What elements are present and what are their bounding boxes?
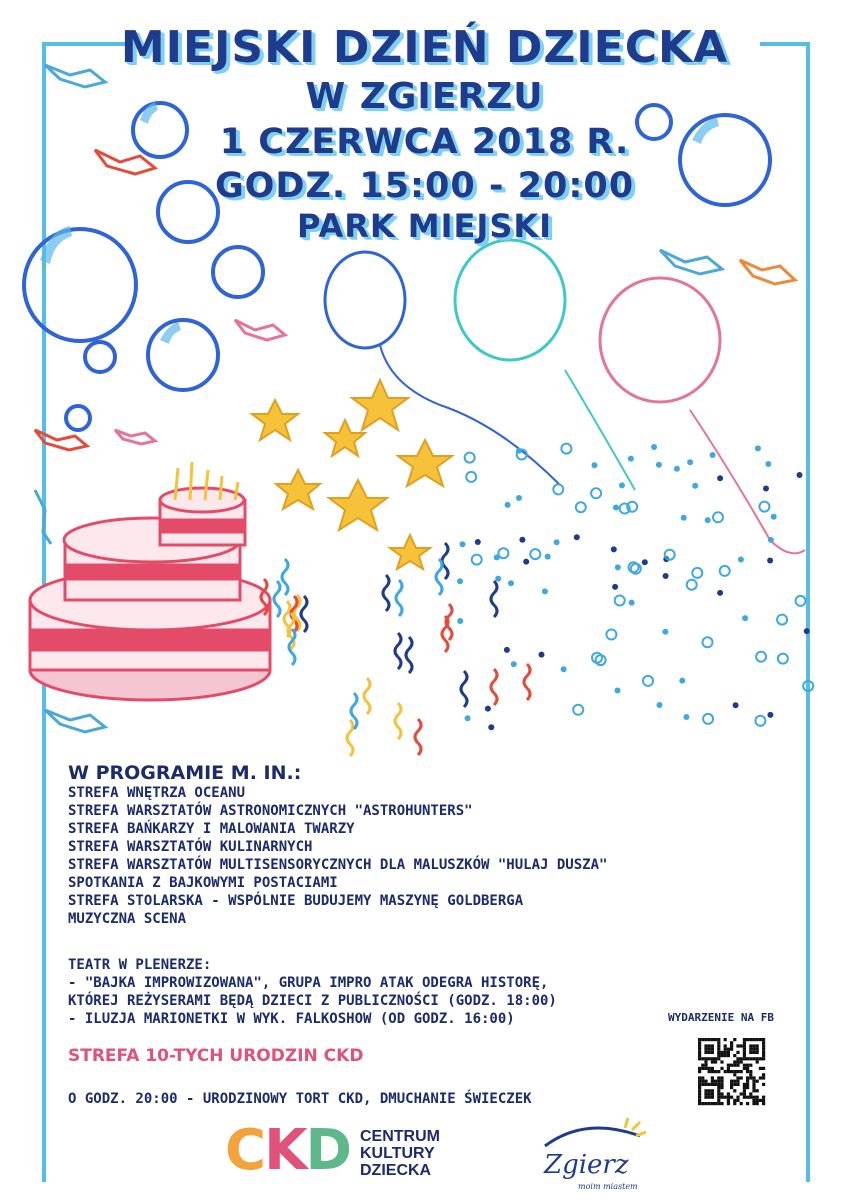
confetti-dot — [505, 502, 511, 508]
pink-balloon — [600, 278, 720, 402]
qr-code-icon — [698, 1038, 765, 1105]
confetti-dot — [663, 573, 669, 579]
bubble — [85, 342, 115, 372]
confetti-dot — [803, 681, 813, 691]
confetti-dot — [554, 539, 560, 545]
star — [252, 400, 298, 440]
confetti-dot — [687, 459, 693, 465]
ckd-name — [360, 1128, 440, 1179]
confetti-dot — [755, 716, 765, 726]
program-item: STREFA WNĘTRZA OCEANU — [68, 785, 246, 801]
confetti-dot — [561, 444, 571, 454]
confetti-dot — [767, 712, 773, 718]
confetti-dot — [592, 462, 598, 468]
teal-balloon — [455, 240, 565, 360]
confetti-dot — [720, 566, 730, 576]
confetti-dot — [613, 505, 619, 511]
confetti-dot — [615, 596, 625, 606]
star — [352, 380, 408, 430]
confetti-dot — [545, 554, 551, 560]
confetti-dot — [756, 652, 766, 662]
confetti-dots — [457, 444, 813, 731]
program-item: MUZYCZNA SCENA — [68, 911, 187, 927]
confetti-dot — [511, 661, 517, 667]
cake — [30, 488, 270, 700]
zgierz-tagline: moim miastem — [578, 1182, 638, 1191]
star — [398, 440, 452, 486]
confetti-dot — [629, 600, 635, 606]
confetti-dot — [516, 495, 522, 501]
confetti-dot — [703, 637, 713, 647]
streamer — [364, 678, 370, 714]
confetti-dot — [742, 615, 748, 621]
confetti-dot — [705, 517, 711, 523]
ckd-letter: C — [225, 1118, 265, 1183]
program-item: STREFA WARSZTATÓW KULINARNYCH — [68, 839, 313, 855]
confetti-dot — [681, 515, 687, 521]
confetti-dot — [542, 588, 548, 594]
bubble — [24, 229, 136, 341]
confetti-dot — [683, 714, 689, 720]
confetti-dot — [488, 724, 494, 730]
ckd-letter: D — [305, 1118, 350, 1183]
event-venue: PARK MIEJSKI — [296, 207, 553, 245]
confetti-dot — [692, 483, 698, 489]
ckd-letter: K — [264, 1118, 306, 1183]
stars — [252, 380, 452, 569]
confetti-dot — [713, 512, 723, 522]
program-item: STREFA WARSZTATÓW MULTISENSORYCZNYCH DLA MALUSZKÓW "HULAJ DUSZA" — [68, 857, 608, 873]
confetti-dot — [804, 628, 810, 634]
confetti-dot — [665, 550, 675, 560]
streamer — [415, 719, 421, 755]
program-item: STREFA BAŃKARZY I MALOWANIA TWARZY — [68, 821, 355, 837]
confetti-dot — [692, 568, 702, 578]
title-line-2: W ZGIERZU — [305, 76, 544, 117]
confetti-dot — [553, 484, 563, 494]
confetti-dot — [796, 596, 806, 606]
confetti-dot — [591, 488, 601, 498]
streamer — [436, 559, 442, 595]
confetti-dot — [777, 615, 787, 625]
star — [329, 480, 387, 530]
title-line-1: MIEJSKI DZIEŃ DZIECKA — [120, 22, 729, 73]
confetti-dot — [657, 702, 663, 708]
streamer — [524, 664, 530, 700]
confetti-dot — [662, 629, 668, 635]
program-item: STREFA WARSZTATÓW ASTRONOMICZNYCH "ASTROHUNTERS" — [68, 803, 473, 819]
confetti-dot — [615, 688, 621, 694]
streamer — [395, 703, 401, 739]
confetti-dot — [643, 676, 653, 686]
confetti-dot — [717, 475, 723, 481]
theatre-item: - ILUZJA MARIONETKI W WYK. FALKOSHOW (OD GODZ. 16:00) — [68, 1011, 515, 1027]
event-date: 1 CZERWCA 2018 R. — [219, 122, 630, 162]
confetti-dot — [508, 580, 514, 586]
confetti-dot — [615, 564, 621, 570]
zgierz-logo: Zgierz — [544, 1150, 629, 1180]
confetti-dot — [771, 514, 777, 520]
candy-icon — [35, 430, 87, 450]
candy-icon — [115, 430, 155, 444]
ckd-name-line: DZIECKA — [360, 1162, 432, 1179]
streamer — [301, 596, 307, 632]
confetti-dot — [679, 678, 685, 684]
streamers — [261, 543, 530, 756]
confetti-dot — [738, 557, 744, 563]
confetti-dot — [539, 652, 545, 658]
confetti-dot — [519, 537, 525, 543]
bubble — [66, 406, 90, 430]
confetti-dot — [457, 618, 463, 624]
confetti-dot — [466, 472, 476, 482]
confetti-dot — [573, 705, 583, 715]
confetti-dot — [656, 462, 662, 468]
program-section — [68, 762, 607, 928]
confetti-dot — [574, 534, 580, 540]
confetti-dot — [498, 548, 508, 558]
confetti-dot — [642, 559, 648, 565]
confetti-dot — [651, 444, 657, 450]
streamer — [347, 720, 353, 756]
confetti-dot — [465, 715, 471, 721]
confetti-dot — [797, 472, 803, 478]
theatre-item: KTÓREJ REŻYSERAMI BĘDĄ DZIECI Z PUBLICZNOŚCI (GODZ. 18:00) — [68, 993, 557, 1009]
streamer — [442, 543, 448, 579]
confetti-dot — [768, 537, 774, 543]
streamer — [396, 580, 402, 616]
confetti-dot — [523, 559, 529, 565]
confetti-dot — [778, 654, 788, 664]
confetti-dot — [516, 448, 522, 454]
confetti-dot — [612, 584, 618, 590]
streamer — [406, 637, 412, 673]
confetti-dot — [763, 486, 769, 492]
confetti-dot — [475, 539, 481, 545]
candy-icon — [740, 260, 795, 284]
ckd-name-line: CENTRUM — [360, 1128, 440, 1145]
star — [390, 535, 430, 569]
bubble — [148, 320, 218, 390]
streamer — [282, 559, 288, 595]
confetti-dot — [472, 555, 482, 565]
anniversary-zone: STREFA 10-TYCH URODZIN CKD — [68, 1046, 364, 1066]
program-heading: W PROGRAMIE M. IN.: — [68, 762, 302, 784]
candy-icon — [45, 710, 105, 732]
confetti-dot — [561, 666, 567, 672]
ckd-logo — [225, 1118, 350, 1183]
confetti-dot — [485, 706, 491, 712]
confetti-dot — [755, 445, 761, 451]
confetti-dot — [628, 456, 634, 462]
confetti-dot — [460, 541, 466, 547]
confetti-dot — [759, 502, 769, 512]
confetti-dot — [495, 576, 501, 582]
confetti-dot — [619, 482, 625, 488]
confetti-dot — [767, 558, 773, 564]
confetti-dot — [504, 647, 510, 653]
streamer — [383, 575, 389, 611]
streamer — [491, 581, 497, 617]
blue-balloon — [325, 252, 405, 348]
confetti-dot — [606, 630, 616, 640]
confetti-dot — [530, 549, 540, 559]
theatre-section — [68, 956, 557, 1028]
program-item: SPOTKANIA Z BAJKOWYMI POSTACIAMI — [68, 875, 338, 891]
confetti-dot — [687, 580, 697, 590]
event-hours: GODZ. 15:00 - 20:00 — [214, 166, 635, 206]
streamer — [461, 671, 467, 707]
confetti-dot — [717, 590, 723, 596]
ckd-name-line: KULTURY — [360, 1145, 435, 1162]
confetti-dot — [457, 578, 463, 584]
qr-label: WYDARZENIE NA FB — [668, 1011, 774, 1024]
star — [276, 470, 320, 509]
candy-icon — [235, 320, 285, 340]
candy-icon — [660, 250, 722, 274]
balloons — [325, 240, 805, 553]
closing-event: O GODZ. 20:00 - URODZINOWY TORT CKD, DMUCHANIE ŚWIECZEK — [68, 1091, 532, 1107]
program-item: STREFA STOLARSKA - WSPÓLNIE BUDUJEMY MASZYNĘ GOLDBERGA — [68, 893, 524, 909]
streamer — [395, 633, 401, 669]
confetti-dot — [576, 502, 586, 512]
confetti-dot — [703, 714, 713, 724]
star — [325, 420, 365, 456]
confetti-dot — [674, 466, 680, 472]
confetti-dot — [465, 453, 475, 463]
streamer — [274, 581, 280, 617]
confetti-dot — [733, 702, 739, 708]
theatre-heading: TEATR W PLENERZE: — [68, 957, 212, 973]
confetti-dot — [765, 461, 771, 467]
bubble — [213, 247, 263, 297]
theatre-item: - "BAJKA IMPROWIZOWANA", GRUPA IMPRO ATAK ODEGRA HISTORĘ, — [68, 975, 549, 991]
streamer — [491, 669, 497, 705]
confetti-dot — [710, 452, 716, 458]
candy-icon — [35, 490, 51, 544]
confetti-dot — [611, 546, 617, 552]
